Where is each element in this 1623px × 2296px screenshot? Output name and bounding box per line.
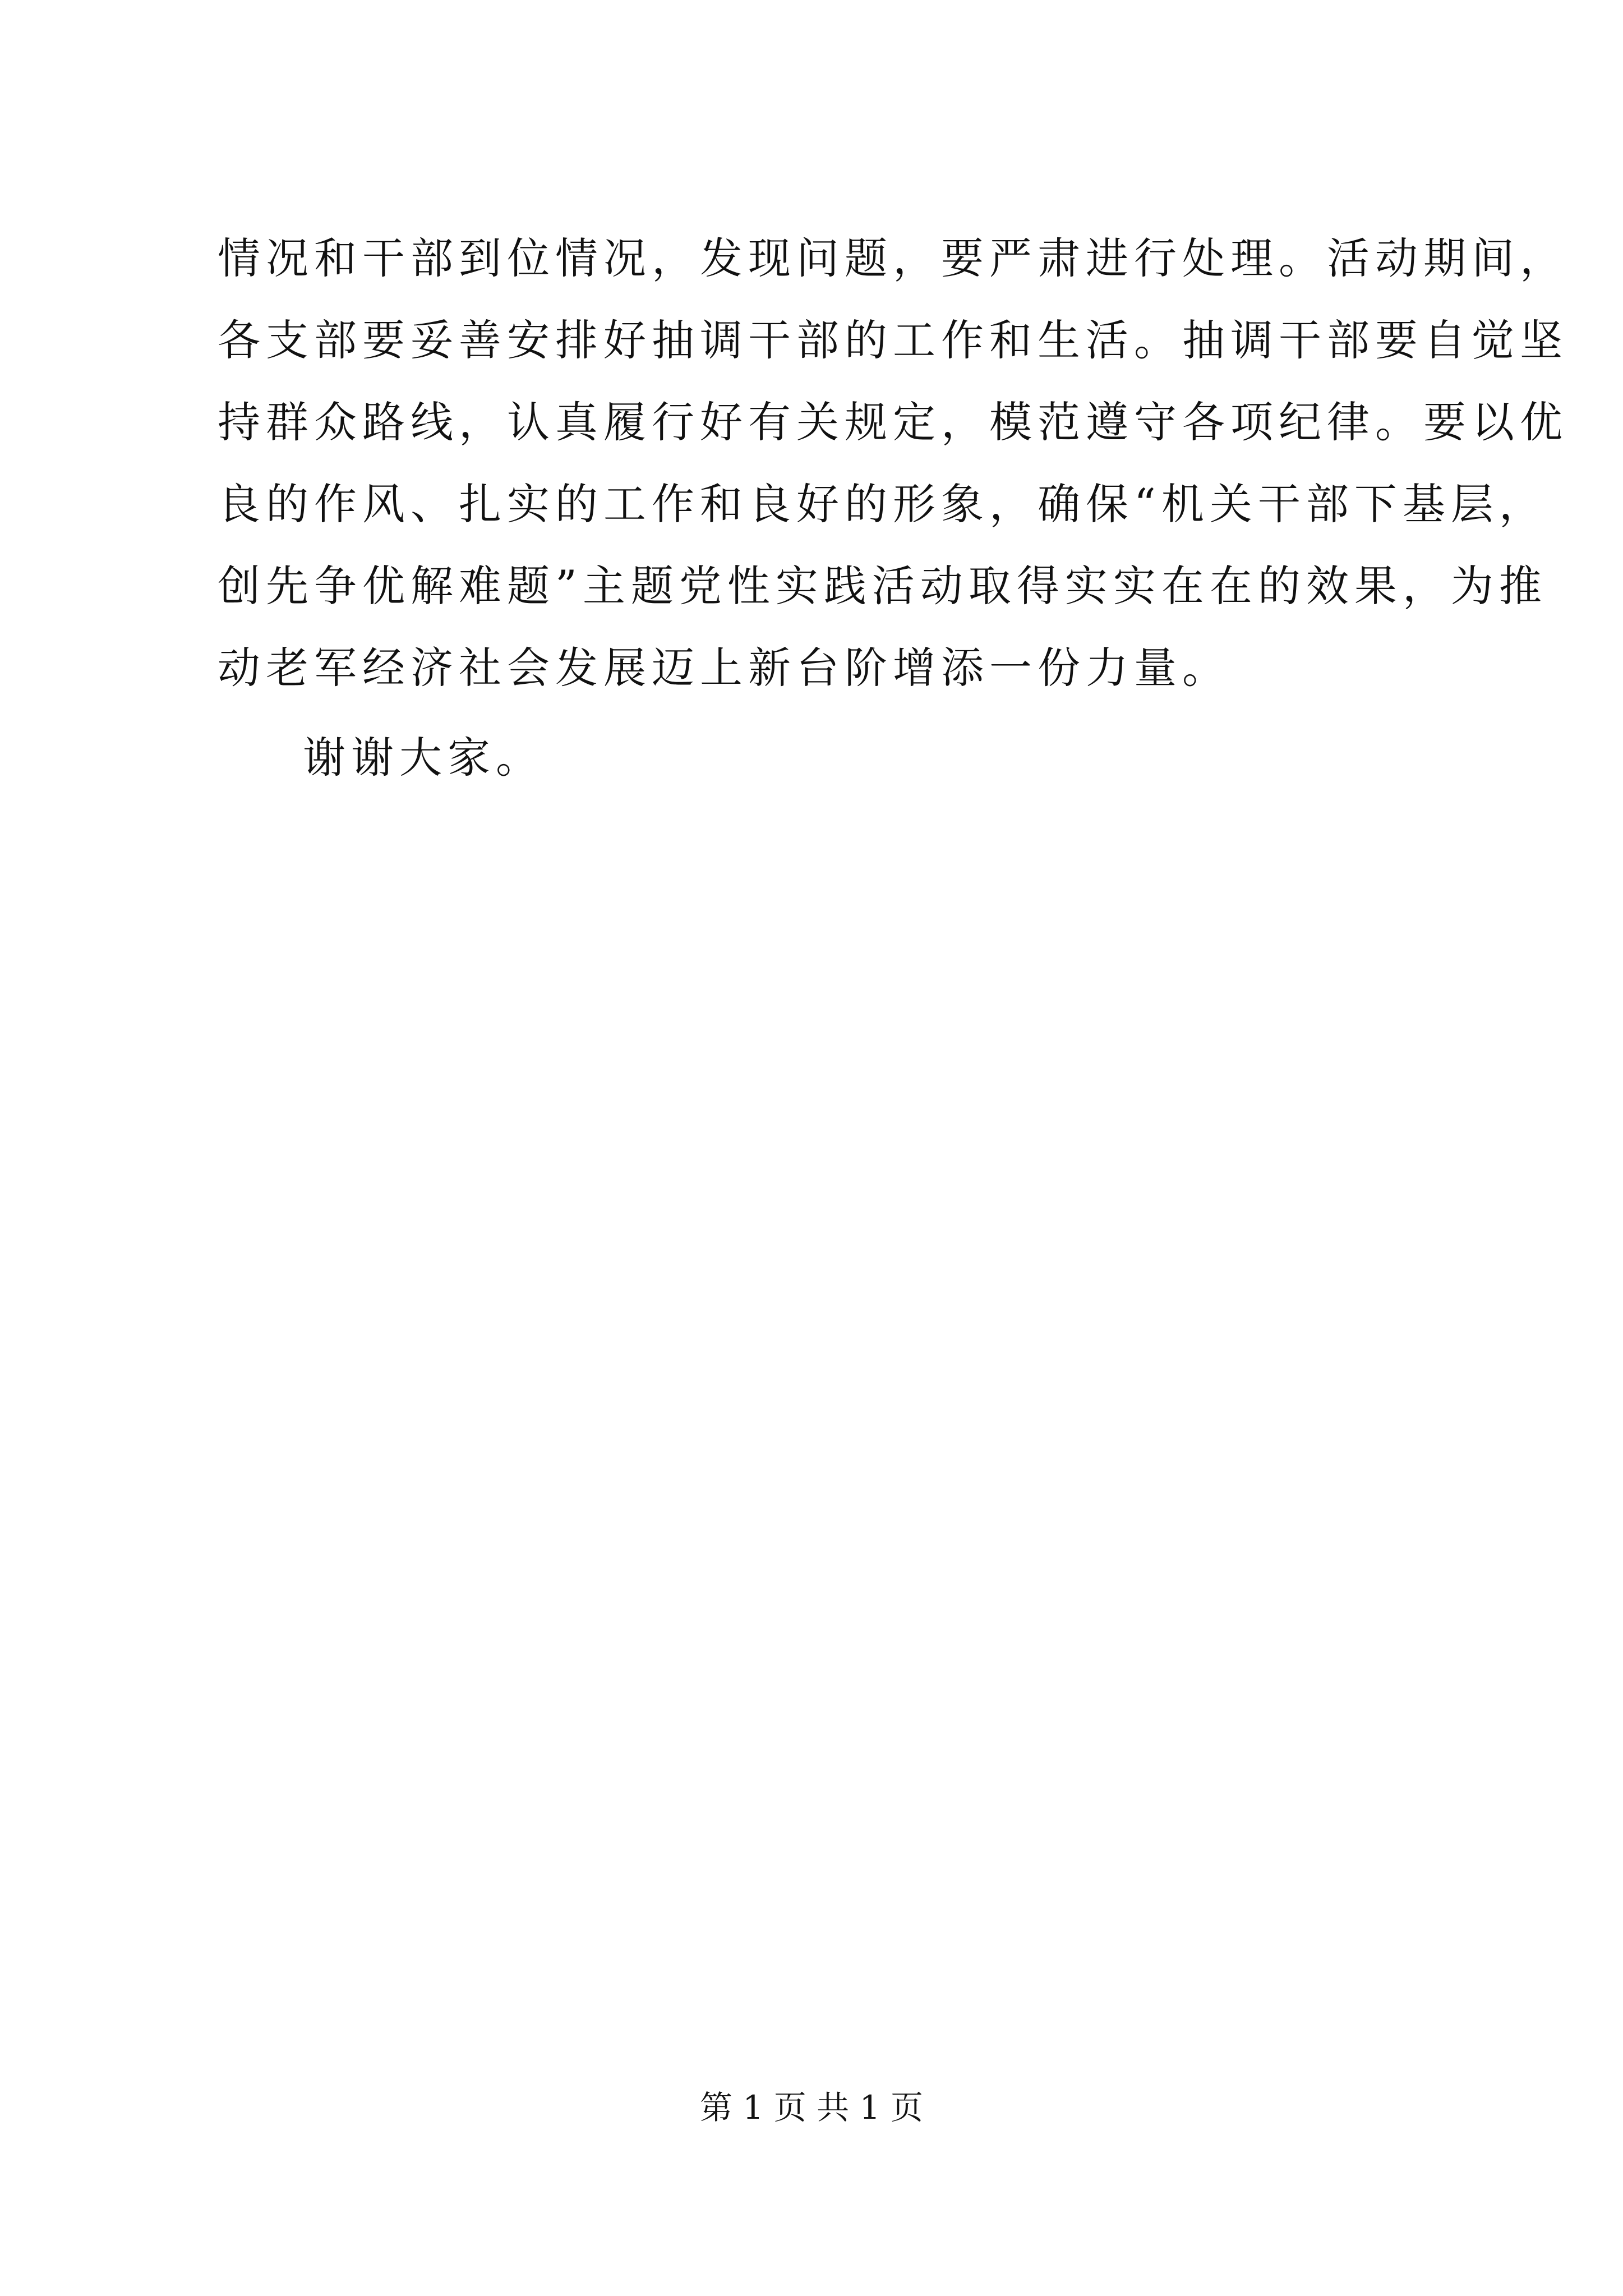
paragraph [218, 218, 1568, 709]
paragraph-line: 情况和干部到位情况，发现问题，要严肃进行处理。活动期间， [218, 233, 1568, 283]
paragraph-line: 良的作风、扎实的工作和良好的形象，确保“机关干部下基层， [218, 479, 1547, 529]
paragraph-line: 动老军经济社会发展迈上新台阶增添一份力量。 [218, 643, 1230, 693]
paragraph-line: 创先争优解难题”主题党性实践活动取得实实在在的效果，为推 [218, 561, 1547, 611]
paragraph-line: 持群众路线，认真履行好有关规定，模范遵守各项纪律。要以优 [218, 397, 1568, 447]
closing-paragraph: 谢谢大家。 [303, 733, 544, 783]
document-body [218, 218, 1568, 799]
page-footer: 第 1 页 共 1 页 [700, 2088, 923, 2127]
paragraph-line: 各支部要妥善安排好抽调干部的工作和生活。抽调干部要自觉坚 [218, 315, 1568, 365]
